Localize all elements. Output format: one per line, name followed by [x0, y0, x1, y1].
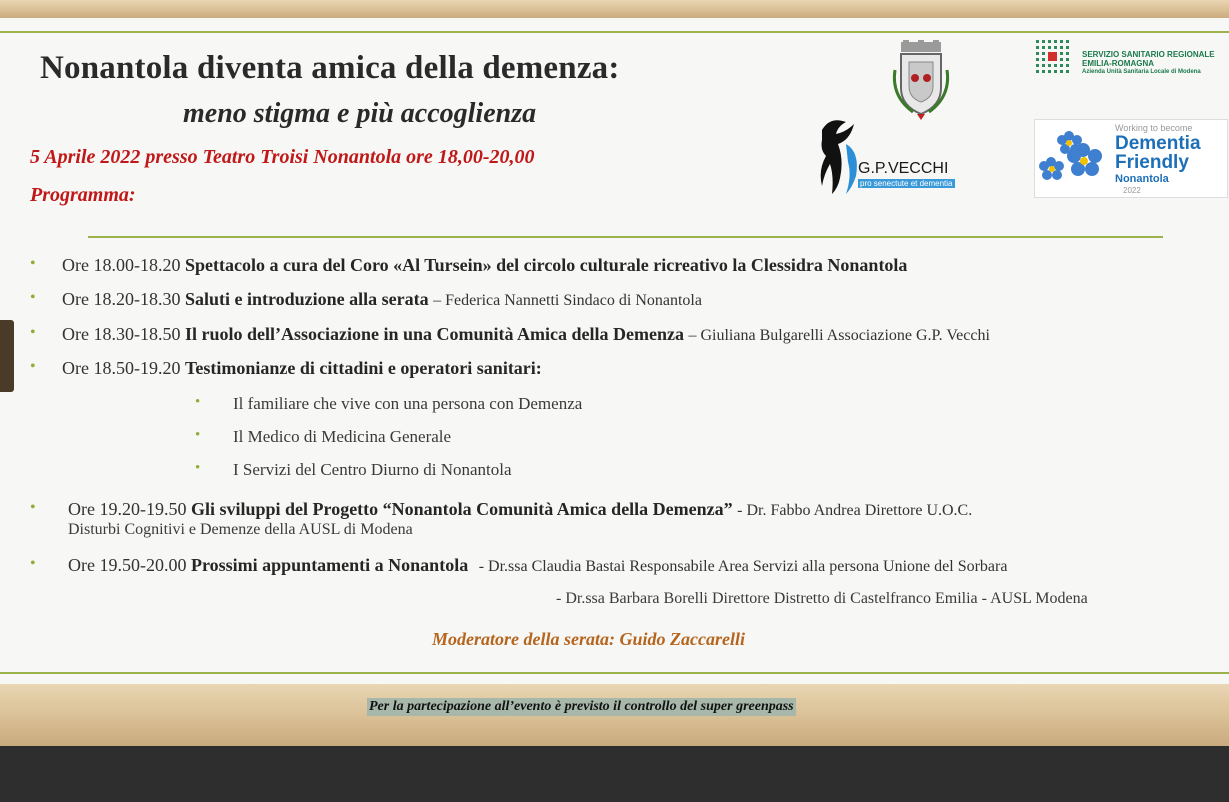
program-item-3 [30, 324, 990, 345]
gp-vecchi-logo [816, 116, 966, 198]
page-title: Nonantola diventa amica della demenza: [40, 50, 620, 86]
dark-footer-band [0, 746, 1229, 802]
regional-health-logo [1034, 38, 1229, 84]
bottom-green-line [0, 672, 1229, 674]
program-time: Ore 18.50-19.20 [62, 358, 181, 378]
program-time: Ore 18.30-18.50 [62, 324, 181, 344]
event-date: 5 Aprile 2022 presso Teatro Troisi Nonantola ore 18,00-20,00 [30, 146, 535, 168]
dot-grid-icon [1034, 38, 1076, 78]
program-title: Gli sviluppi del Progetto “Nonantola Comunità Amica della Demenza” [190, 499, 733, 519]
regional-health-line1: SERVIZIO SANITARIO REGIONALE [1082, 50, 1215, 59]
testimonial-text: I Servizi del Centro Diurno di Nonantola [233, 460, 512, 479]
top-green-line [0, 31, 1229, 33]
program-item-6 [30, 555, 1008, 576]
program-detail: - Dr.ssa Claudia Bastai Responsabile Area Servizi alla persona Unione del Sorbara [478, 558, 1008, 575]
gp-vecchi-name: G.P.VECCHI [858, 160, 949, 177]
program-item-2 [30, 289, 702, 310]
program-title: Il ruolo dell’Associazione in una Comunità Amica della Demenza [184, 324, 684, 344]
testimonial-text: Il Medico di Medicina Generale [233, 427, 452, 446]
top-wood-border [0, 0, 1229, 18]
regional-health-line2: EMILIA-ROMAGNA [1082, 59, 1154, 68]
dementia-place: Nonantola [1115, 173, 1169, 185]
program-time: Ore 18.20-18.30 [62, 289, 181, 309]
moderator-line: Moderatore della serata: Guido Zaccarelli [432, 629, 745, 649]
forget-me-not-flowers-icon [1037, 124, 1115, 194]
program-title: Saluti e introduzione alla serata [184, 289, 429, 309]
program-detail: – Federica Nannetti Sindaco di Nonantola [433, 292, 702, 309]
program-title: Prossimi appuntamenti a Nonantola [190, 555, 469, 575]
testimonial-text: Il familiare che vive con una persona con Demenza [233, 394, 583, 413]
dementia-line1: Dementia [1115, 133, 1201, 154]
section-divider [88, 236, 1163, 238]
testimonial-item-3 [195, 460, 512, 480]
bullet-icon: • [30, 499, 36, 516]
gp-vecchi-tagline: pro senectute et dementia [860, 179, 953, 188]
program-label: Programma: [30, 184, 136, 206]
program-item-5-continuation: Disturbi Cognitivi e Demenze della AUSL di Modena [68, 521, 413, 538]
program-detail: - Dr. Fabbo Andrea Direttore U.O.C. [737, 502, 973, 519]
program-item-6-continuation: - Dr.ssa Barbara Borelli Direttore Distretto di Castelfranco Emilia - AUSL Modena [556, 590, 1088, 607]
bullet-icon: • [195, 460, 201, 476]
program-item-4 [30, 358, 542, 379]
bullet-icon: • [195, 427, 201, 443]
bullet-icon: • [30, 289, 36, 306]
coat-of-arms-logo [889, 40, 953, 122]
program-time: Ore 19.20-19.50 [68, 499, 187, 519]
program-detail: – Giuliana Bulgarelli Associazione G.P. Vecchi [688, 327, 990, 344]
regional-health-line3: Azienda Unità Sanitaria Locale di Modena [1082, 69, 1201, 75]
program-item-5 [30, 499, 973, 520]
program-time: Ore 19.50-20.00 [68, 555, 187, 575]
testimonial-item-1 [195, 394, 583, 414]
side-tab [0, 320, 14, 392]
page-subtitle: meno stigma e più accoglienza [183, 98, 537, 129]
bullet-icon: • [30, 555, 36, 572]
dementia-friendly-logo [1034, 119, 1228, 198]
testimonial-item-2 [195, 427, 452, 447]
bullet-icon: • [30, 324, 36, 341]
dementia-year: 2022 [1123, 186, 1141, 195]
program-time: Ore 18.00-18.20 [62, 255, 181, 275]
program-title: Spettacolo a cura del Coro «Al Tursein» del circolo culturale ricreativo la Clessidra Nonantola [184, 255, 908, 275]
dementia-kicker: Working to become [1115, 123, 1193, 133]
greenpass-note: Per la partecipazione all’evento è previsto il controllo del super greenpass [369, 699, 794, 714]
program-item-1 [30, 255, 908, 276]
bullet-icon: • [195, 394, 201, 410]
program-title: Testimonianze di cittadini e operatori sanitari: [184, 358, 542, 378]
dementia-line2: Friendly [1115, 152, 1189, 173]
regional-health-text [1082, 50, 1215, 77]
bullet-icon: • [30, 358, 36, 375]
coat-of-arms-icon [889, 40, 953, 122]
bullet-icon: • [30, 255, 36, 272]
